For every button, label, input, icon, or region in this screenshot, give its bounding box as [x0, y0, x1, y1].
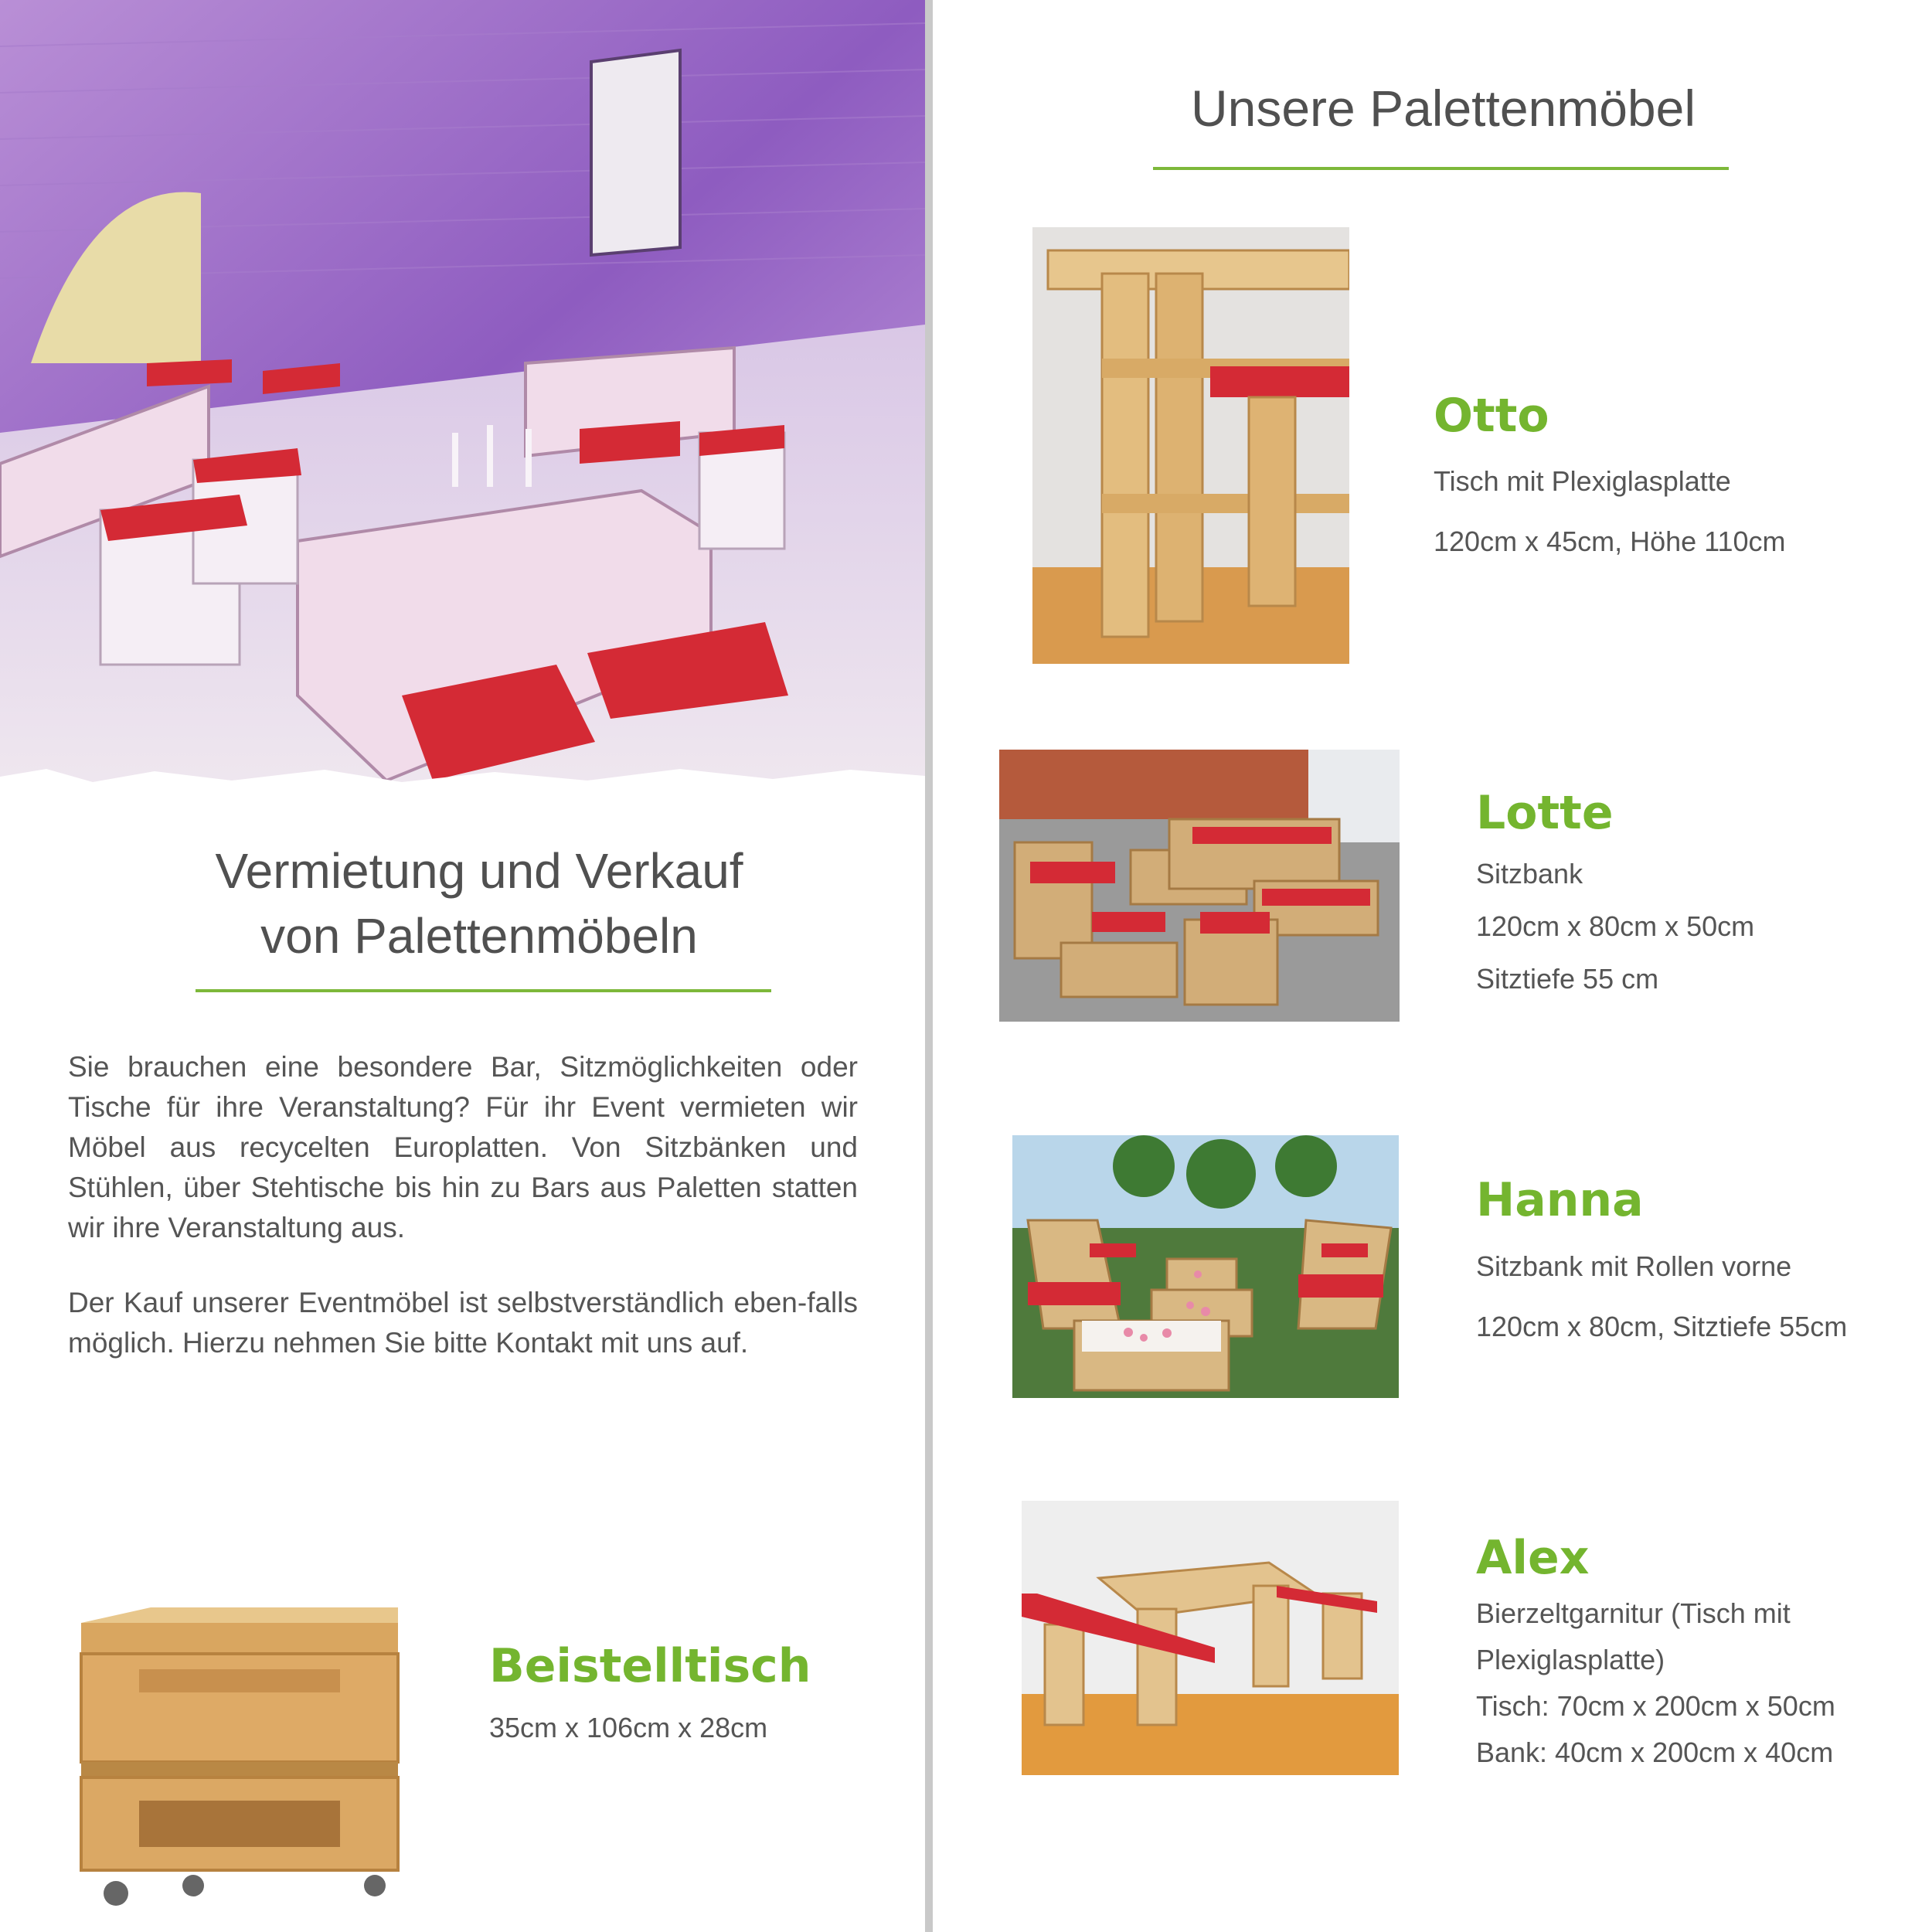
- product-name-otto: Otto: [1434, 389, 1549, 443]
- lotte-photo: [999, 750, 1400, 1022]
- hanna-info-line-1: Sitzbank mit Rollen vorne: [1476, 1250, 1792, 1282]
- otto-info-line-2: 120cm x 45cm, Höhe 110cm: [1434, 526, 1786, 557]
- side-table-photo: [70, 1577, 410, 1917]
- rental-heading-line-2: von Palettenmöbeln: [260, 908, 698, 964]
- heading-underline: [196, 989, 771, 992]
- lotte-info-line-2: 120cm x 80cm x 50cm: [1476, 910, 1755, 942]
- rental-heading-line-1: Vermietung und Verkauf: [215, 843, 743, 899]
- alex-photo: [1022, 1501, 1399, 1775]
- column-divider: [925, 0, 933, 1932]
- product-name-hanna: Hanna: [1476, 1173, 1644, 1227]
- alex-info-line-3: Tisch: 70cm x 200cm x 50cm: [1476, 1690, 1835, 1722]
- purchase-paragraph: Der Kauf unserer Eventmöbel ist selbstverständlich eben-falls möglich. Hierzu nehmen Sie bitte Kontakt mit uns auf.: [68, 1287, 858, 1359]
- alex-info-line-4: Bank: 40cm x 200cm x 40cm: [1476, 1736, 1834, 1768]
- lotte-info-line-3: Sitztiefe 55 cm: [1476, 963, 1659, 995]
- intro-paragraph: Sie brauchen eine besondere Bar, Sitzmöglichkeiten oder Tische für ihre Veranstaltung? Für ihr Event vermieten wir Möbel aus recycelten Europlatten. Von Sitzbänken und Stühlen, über Stehtische bis hin zu Bars aus Paletten statten wir ihre Veranstaltung aus.: [68, 1051, 858, 1243]
- alex-info-line-1: Bierzeltgarnitur (Tisch mit: [1476, 1597, 1791, 1629]
- alex-info-line-2: Plexiglasplatte): [1476, 1644, 1665, 1675]
- lotte-info-line-1: Sitzbank: [1476, 858, 1583, 889]
- rental-heading: [77, 838, 881, 968]
- otto-photo: [1032, 227, 1349, 664]
- product-name-lotte: Lotte: [1476, 786, 1614, 840]
- event-venue-photo: [0, 0, 925, 790]
- hanna-info-line-2: 120cm x 80cm, Sitztiefe 55cm: [1476, 1311, 1848, 1342]
- product-name-alex: Alex: [1476, 1531, 1590, 1585]
- furniture-heading: Unsere Palettenmöbel: [1190, 80, 1696, 137]
- otto-info-line-1: Tisch mit Plexiglasplatte: [1434, 465, 1731, 497]
- side-table-dimensions: 35cm x 106cm x 28cm: [489, 1712, 768, 1743]
- furniture-heading-underline: [1153, 167, 1729, 170]
- side-table-name: Beistelltisch: [489, 1639, 811, 1693]
- hanna-photo: [1012, 1135, 1399, 1398]
